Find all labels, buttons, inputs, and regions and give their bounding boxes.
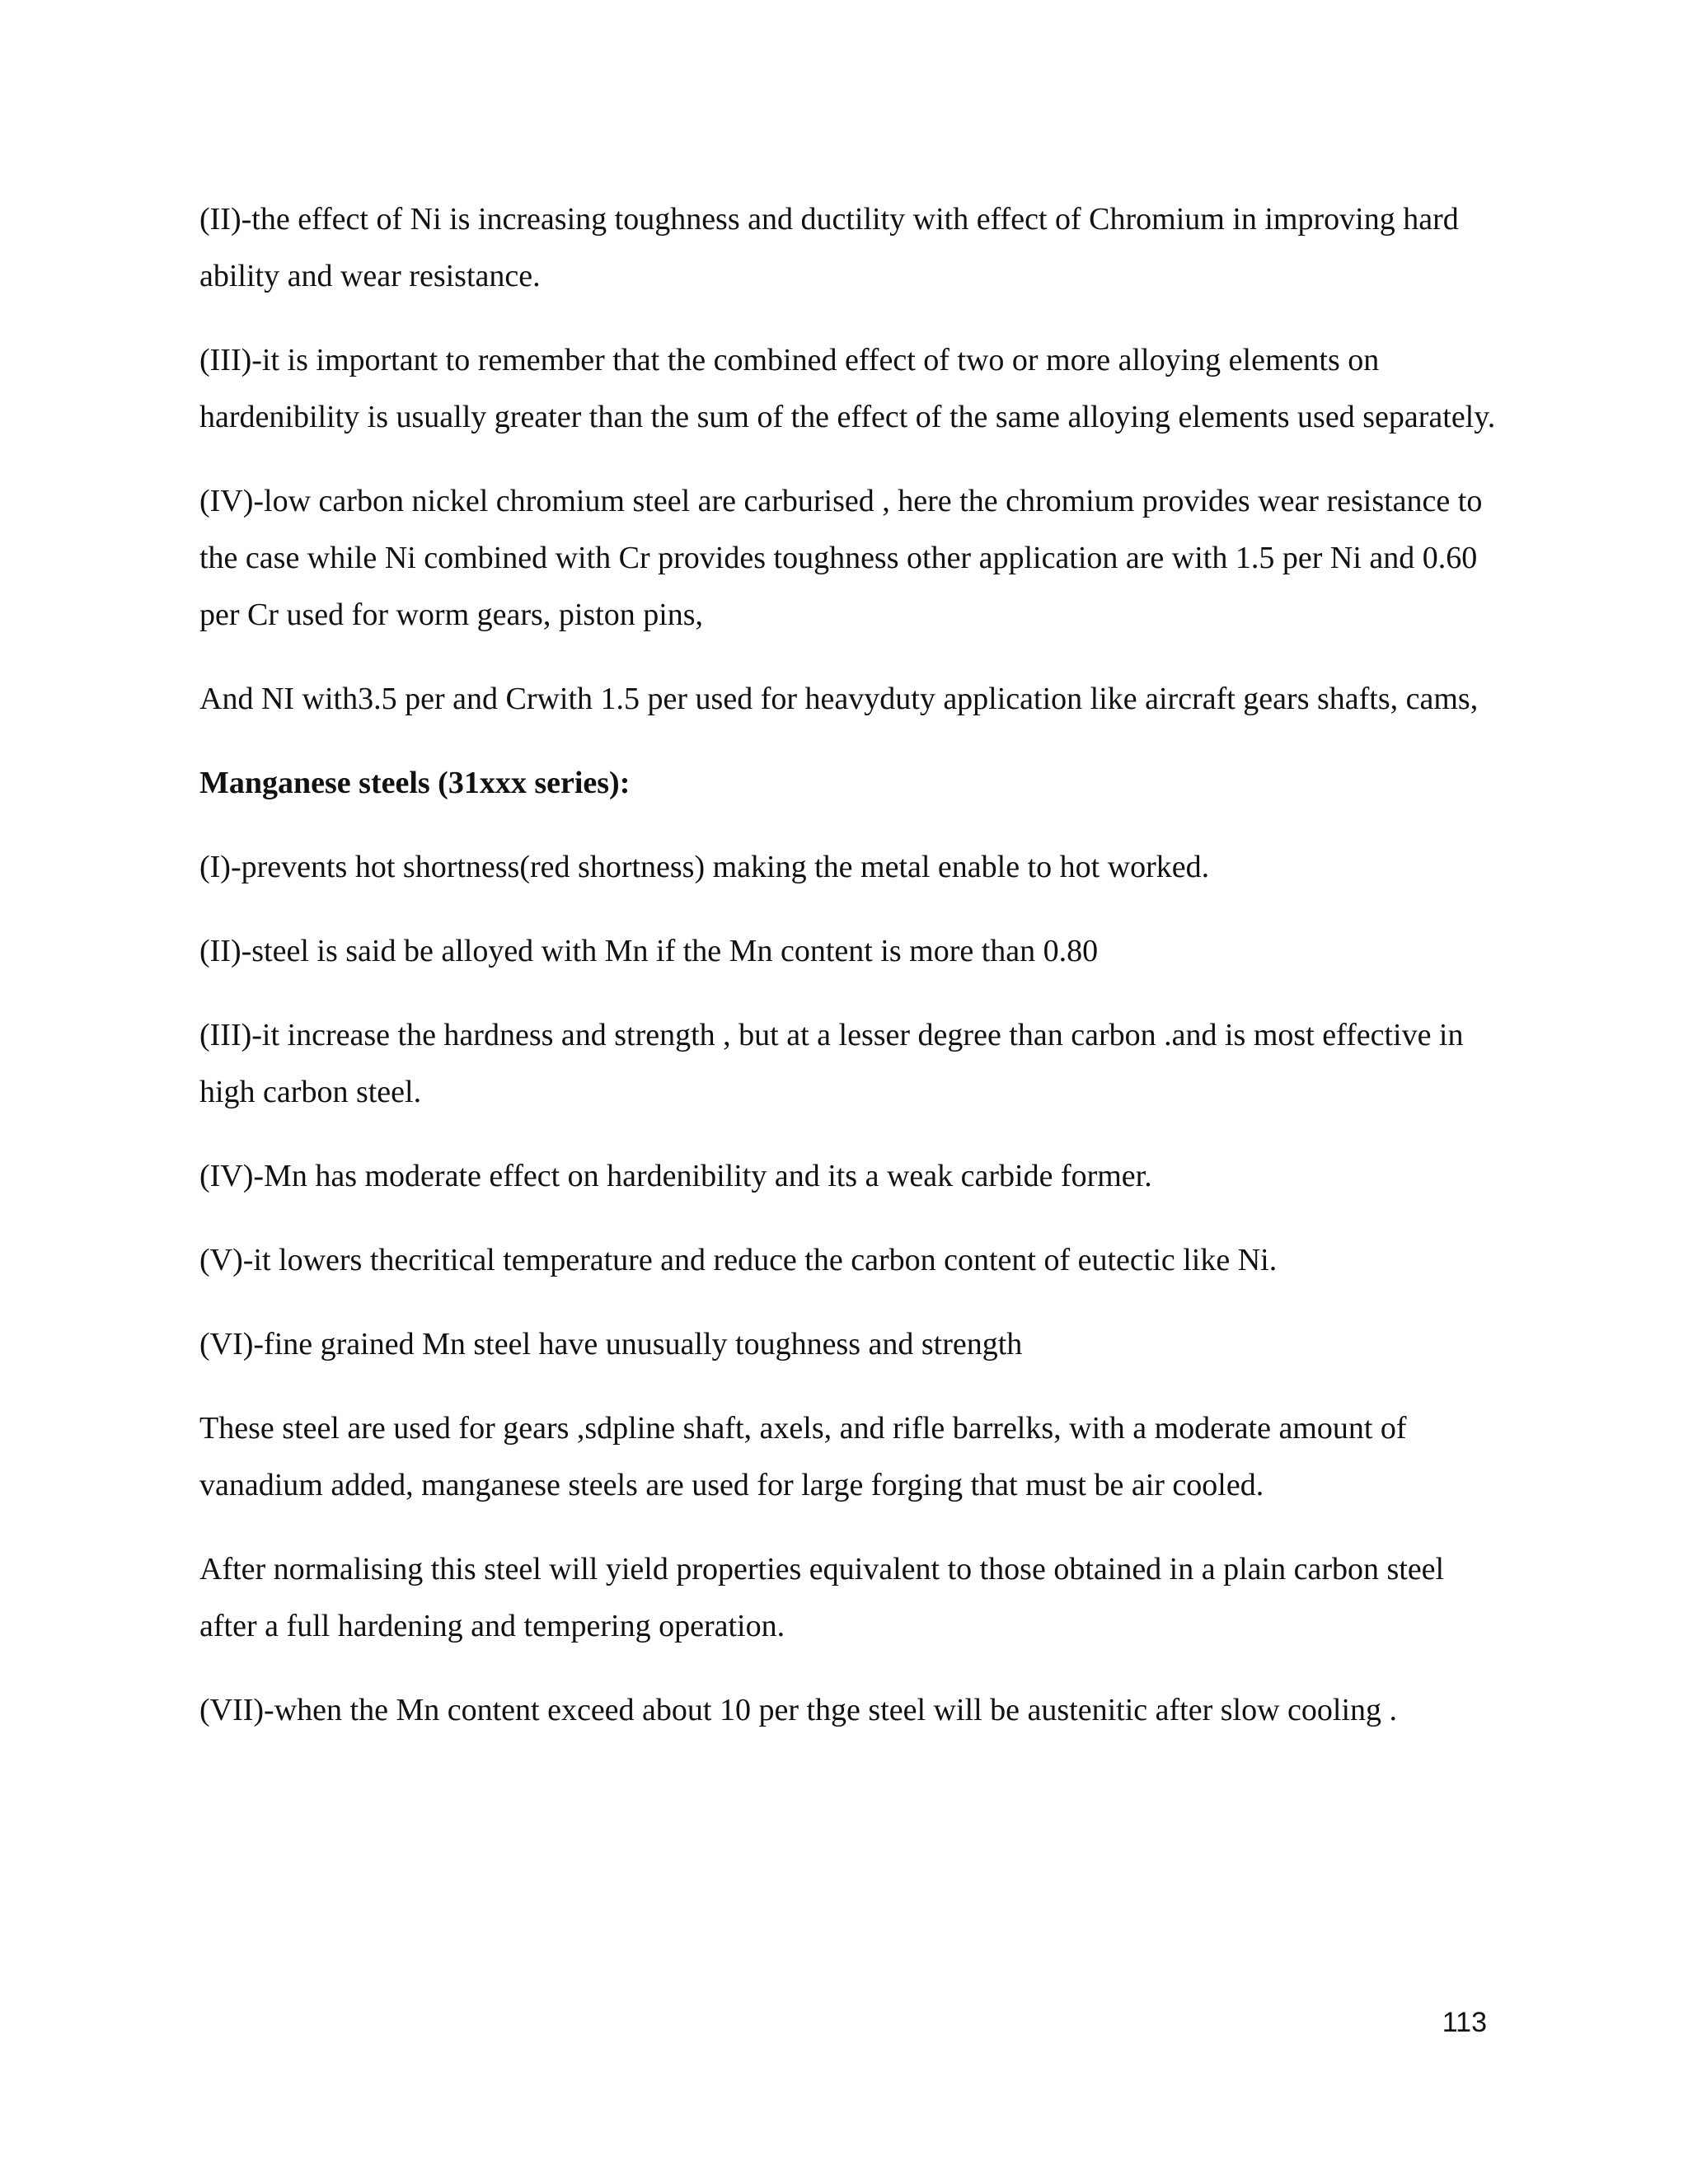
paragraph-after-normalising: After normalising this steel will yield properties equivalent to those obtained in a plain carbon steel after a full hardening and tempering operation. <box>199 1552 1445 1643</box>
paragraph-mn-critical-temperature: (V)-it lowers thecritical temperature and reduce the carbon content of eutectic like Ni. <box>199 1243 1278 1277</box>
paragraph-mn-hot-shortness: (I)-prevents hot shortness(red shortness) making the metal enable to hot worked. <box>199 850 1210 884</box>
paragraph-mn-hardenibility: (IV)-Mn has moderate effect on hardenibility and its a weak carbide former. <box>199 1159 1152 1193</box>
paragraph-mn-hardness-strength: (III)-it increase the hardness and strength , but at a lesser degree than carbon .and is most effective in high carbon steel. <box>199 1018 1464 1109</box>
paragraph-combined-alloying-effect: (III)-it is important to remember that the combined effect of two or more alloying elements on hardenibility is usually greater than the sum of the effect of the same alloying elements used separately. <box>199 343 1496 434</box>
paragraph-mn-fine-grained: (VI)-fine grained Mn steel have unusually toughness and strength <box>199 1327 1023 1361</box>
paragraph-heavyduty-application: And NI with3.5 per and Crwith 1.5 per used for heavyduty application like aircraft gears shafts, cams, <box>199 682 1479 716</box>
section-heading-manganese-steels: Manganese steels (31xxx series): <box>199 766 631 800</box>
paragraph-nickel-chromium-carburised: (IV)-low carbon nickel chromium steel are carburised , here the chromium provides wear resistance to the case while Ni combined with Cr provides toughness other application are with 1.5 per Ni and 0.60 per Cr used for worm gears, piston pins, <box>199 484 1483 632</box>
paragraph-mn-uses: These steel are used for gears ,sdpline shaft, axels, and rifle barrelks, with a moderate amount of vanadium added, manganese steels are used for large forging that must be air cooled. <box>199 1411 1407 1502</box>
paragraph-mn-austenitic: (VII)-when the Mn content exceed about 10 per thge steel will be austenitic after slow cooling . <box>199 1693 1398 1727</box>
paragraph-ni-effect-toughness: (II)-the effect of Ni is increasing toughness and ductility with effect of Chromium in improving hard ability and wear resistance. <box>199 202 1459 293</box>
page-number: 113 <box>1442 2007 1487 2038</box>
paragraph-mn-content-threshold: (II)-steel is said be alloyed with Mn if the Mn content is more than 0.80 <box>199 934 1099 968</box>
document-body <box>199 191 1502 1766</box>
